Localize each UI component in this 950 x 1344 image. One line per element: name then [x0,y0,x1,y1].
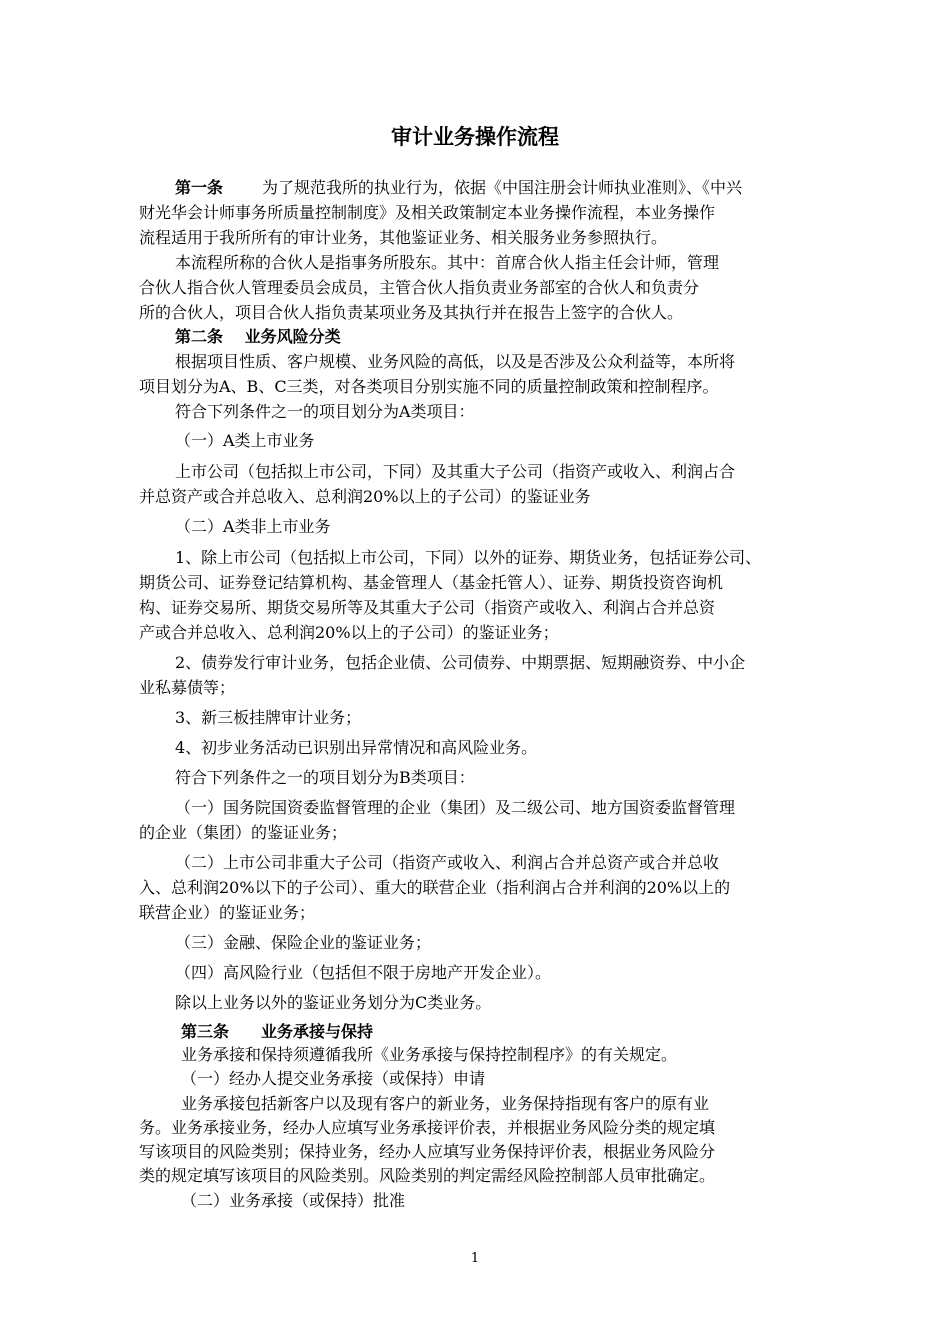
text-line: （四）高风险行业（包括但不限于房地产开发企业）。 [175,963,552,982]
text-line: 4、初步业务活动已识别出异常情况和高风险业务。 [175,738,538,757]
text-line: 写该项目的风险类别；保持业务，经办人应填写业务保持评价表，根据业务风险分 [139,1142,716,1161]
text-line: 联营企业）的鉴证业务； [139,903,316,922]
text-line: 构、证券交易所、期货交易所等及其重大子公司（指资产或收入、利润占合并总资 [139,598,716,617]
text-line: 本流程所称的合伙人是指事务所股东。其中：首席合伙人指主任会计师，管理 [175,253,720,272]
text-line: 项目划分为A、B、C三类，对各类项目分别实施不同的质量控制政策和控制程序。 [139,377,719,396]
text-line: 入、总利润20%以下的子公司）、重大的联营企业（指利润占合并利润的20%以上的 [139,878,731,897]
text-line: 产或合并总收入、总利润20%以上的子公司）的鉴证业务； [139,623,559,642]
text-line: 3、新三板挂牌审计业务； [175,708,362,727]
article-3-heading: 第三条 业务承接与保持 [181,1022,374,1041]
page-number: 1 [470,1251,480,1266]
text-line: （一）国务院国资委监督管理的企业（集团）及二级公司、地方国资委监督管理 [175,798,736,817]
subsection-heading: （二）A类非上市业务 [175,517,331,536]
text-line: 业务承接和保持须遵循我所《业务承接与保持控制程序》的有关规定。 [181,1045,678,1064]
text-line: 流程适用于我所所有的审计业务，其他鉴证业务、相关服务业务参照执行。 [139,228,668,247]
text-line: 财光华会计师事务所质量控制制度》及相关政策制定本业务操作流程，本业务操作 [139,203,716,222]
text-line: 为了规范我所的执业行为，依据《中国注册会计师执业准则》、《中兴 [262,178,743,197]
text-line: 合伙人指合伙人管理委员会成员，主管合伙人指负责业务部室的合伙人和负责分 [139,278,700,297]
subsection-heading: （二）业务承接（或保持）批准 [181,1191,406,1210]
text-line: 根据项目性质、客户规模、业务风险的高低，以及是否涉及公众利益等，本所将 [175,352,736,371]
text-line: 上市公司（包括拟上市公司，下同）及其重大子公司（指资产或收入、利润占合 [175,462,736,481]
subsection-heading: （一）经办人提交业务承接（或保持）申请 [181,1069,486,1088]
text-line: 符合下列条件之一的项目划分为A类项目： [175,402,475,421]
text-line: （二）上市公司非重大子公司（指资产或收入、利润占合并总资产或合并总收 [175,853,720,872]
article-1-label: 第一条 [175,178,224,197]
text-line: 除以上业务以外的鉴证业务划分为C类业务。 [175,993,492,1012]
document-title: 审计业务操作流程 [391,125,559,149]
article-2-heading: 第二条 业务风险分类 [175,327,341,346]
text-line: 1、除上市公司（包括拟上市公司，下同）以外的证券、期货业务，包括证券公司、 [175,548,762,567]
text-line: 务。业务承接业务，经办人应填写业务承接评价表，并根据业务风险分类的规定填 [139,1118,716,1137]
text-line: 类的规定填写该项目的风险类别。风险类别的判定需经风险控制部人员审批确定。 [139,1166,716,1185]
text-line: 期货公司、证券登记结算机构、基金管理人（基金托管人）、证券、期货投资咨询机 [139,573,724,592]
text-line: 业私募债等； [139,678,236,697]
text-line: 并总资产或合并总收入、总利润20%以上的子公司）的鉴证业务 [139,487,591,506]
text-line: 业务承接包括新客户以及现有客户的新业务，业务保持指现有客户的原有业 [181,1094,710,1113]
text-line: 符合下列条件之一的项目划分为B类项目： [175,768,475,787]
text-line: 的企业（集团）的鉴证业务； [139,823,348,842]
subsection-heading: （一）A类上市业务 [175,431,315,450]
text-line: 所的合伙人，项目合伙人指负责某项业务及其执行并在报告上签字的合伙人。 [139,303,684,322]
text-line: 2、债券发行审计业务，包括企业债、公司债券、中期票据、短期融资券、中小企 [175,653,746,672]
text-line: （三）金融、保险企业的鉴证业务； [175,933,432,952]
